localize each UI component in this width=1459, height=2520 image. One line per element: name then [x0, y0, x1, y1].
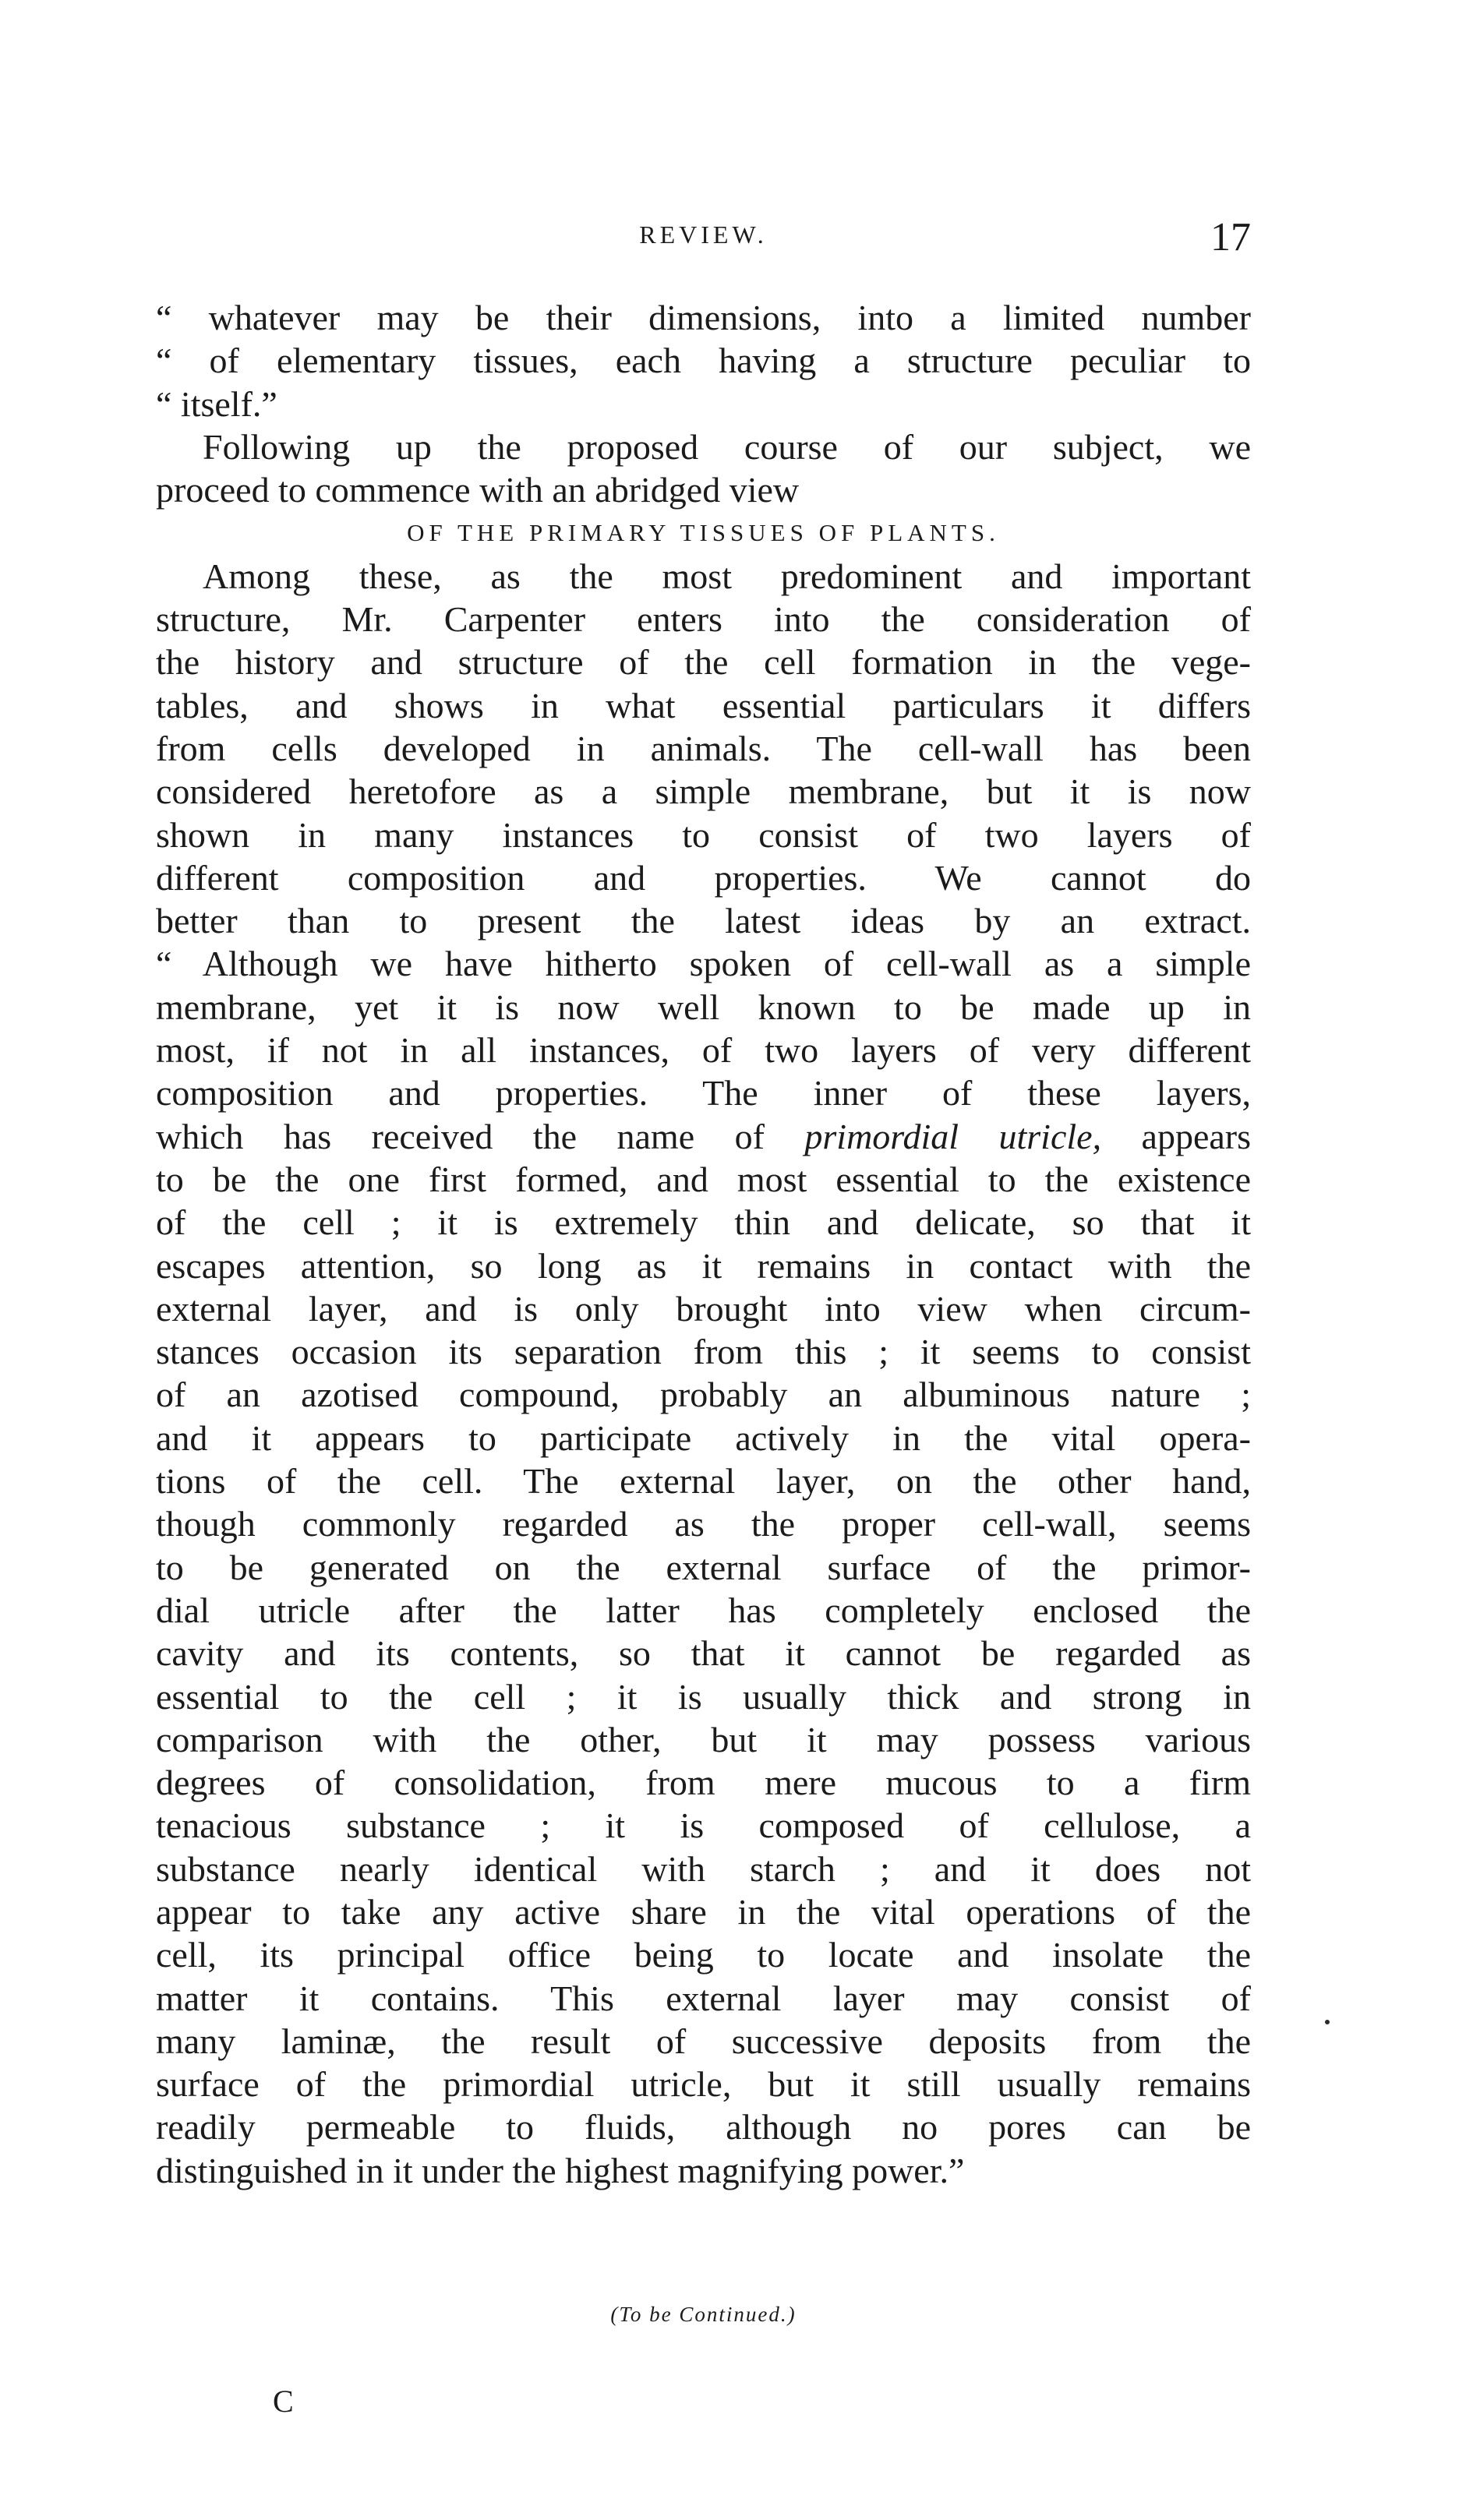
text-line-content: readily permeable to fluids, although no pores can be: [156, 2107, 1251, 2148]
text-line: [156, 1977, 1251, 2020]
text-line-content: structure, Mr. Carpenter enters into the consideration of: [156, 599, 1251, 640]
body-text: [156, 296, 1251, 2192]
text-line-content: Among these, as the most predominent and important: [203, 556, 1251, 596]
text-line: [156, 986, 1251, 1029]
text-line-content: proceed to commence with an abridged view: [156, 470, 800, 510]
text-line: [156, 1502, 1251, 1545]
text-line: [156, 641, 1251, 683]
text-line-content: external layer, and is only brought into view when circum-: [156, 1288, 1251, 1329]
text-line-content: which has received the name of: [156, 1116, 765, 1156]
text-line-content: shown in many instances to consist of two layers of: [156, 814, 1251, 855]
text-line-content: different composition and properties. We cannot do: [156, 857, 1251, 898]
text-line-content: membrane, yet it is now well known to be made up in: [156, 986, 1251, 1027]
text-line-content: of the cell ; it is extremely thin and delicate, so that it: [156, 1202, 1251, 1243]
text-line: [156, 1546, 1251, 1589]
page-number: 17: [1210, 215, 1251, 259]
text-line: [156, 1244, 1251, 1287]
text-line-content: OF THE PRIMARY TISSUES OF PLANTS.: [407, 519, 1000, 547]
text-line: [156, 339, 1251, 382]
text-line: [156, 1115, 1251, 1158]
section-heading: [156, 511, 1251, 554]
text-line-content: cavity and its contents, so that it cannot be regarded as: [156, 1633, 1251, 1674]
text-line-content: of an azotised compound, probably an albuminous nature ;: [156, 1375, 1251, 1415]
text-line: [156, 1761, 1251, 1804]
text-line-content: matter it contains. This external layer may consist of: [156, 1978, 1251, 2018]
text-line-content: considered heretofore as a simple membrane, but it is now: [156, 771, 1251, 812]
text-line-content: composition and properties. The inner of these layers,: [156, 1073, 1251, 1114]
text-line: [156, 684, 1251, 727]
text-line-content: substance nearly identical with starch ; and it does not: [156, 1848, 1251, 1889]
text-line: [156, 1029, 1251, 1071]
text-line: [156, 1890, 1251, 1933]
text-line: [156, 1158, 1251, 1201]
text-line-content: to be the one first formed, and most essential to the existence: [156, 1159, 1251, 1199]
text-line: [156, 1632, 1251, 1675]
text-line: [156, 1933, 1251, 1976]
ink-speck: [1325, 2020, 1330, 2024]
text-line-content: tenacious substance ; it is composed of cellulose, a: [156, 1805, 1251, 1846]
text-line-continuation: appears: [1101, 1116, 1252, 1156]
text-line-content: degrees of consolidation, from mere mucous to a firm: [156, 1763, 1251, 1803]
text-line: [156, 2149, 1251, 2192]
text-line-content: Following up the proposed course of our subject, we: [203, 426, 1251, 467]
italic-term: primordial utricle,: [804, 1116, 1102, 1156]
text-line-content: tions of the cell. The external layer, on the other hand,: [156, 1461, 1251, 1502]
text-line: [156, 899, 1251, 942]
text-line-content: better than to present the latest ideas by an extract.: [156, 901, 1251, 941]
text-line-content: escapes attention, so long as it remains in contact with the: [156, 1245, 1251, 1286]
text-line: [156, 2105, 1251, 2148]
running-title: REVIEW.: [639, 221, 768, 249]
text-line-content: many laminæ, the result of successive deposits from the: [156, 2021, 1251, 2061]
text-line: [156, 1071, 1251, 1114]
continued-note: (To be Continued.): [610, 2303, 797, 2326]
text-line: [156, 814, 1251, 856]
text-line-content: appear to take any active share in the vital operations of the: [156, 1891, 1251, 1932]
text-line: [156, 856, 1251, 899]
text-line: [156, 468, 1251, 511]
text-line: [156, 1373, 1251, 1416]
text-line: [156, 2020, 1251, 2063]
text-line-content: most, if not in all instances, of two layers of very different: [156, 1030, 1251, 1071]
text-line-content: surface of the primordial utricle, but it still usually remains: [156, 2064, 1251, 2105]
signature-mark: C: [273, 2384, 294, 2419]
text-line: [156, 1330, 1251, 1373]
text-line: [156, 770, 1251, 813]
text-line-content: “ whatever may be their dimensions, into a limited number: [156, 298, 1251, 337]
text-line-content: comparison with the other, but it may possess various: [156, 1719, 1251, 1759]
text-line: [156, 1417, 1251, 1459]
text-line: [156, 1848, 1251, 1890]
text-line-content: and it appears to participate actively in the vital opera-: [156, 1417, 1251, 1458]
text-line: [156, 1287, 1251, 1330]
text-line-content: “ Although we have hitherto spoken of cell-wall as a simple: [156, 944, 1251, 984]
text-line-content: “ itself.”: [156, 383, 277, 424]
text-line: [156, 598, 1251, 641]
text-line-content: stances occasion its separation from this ; it seems to consist: [156, 1332, 1251, 1372]
text-line-content: dial utricle after the latter has completely enclosed the: [156, 1590, 1251, 1630]
text-line: [156, 2063, 1251, 2105]
text-line-content: “ of elementary tissues, each having a structure peculiar to: [156, 341, 1251, 381]
text-line: [156, 425, 1251, 468]
text-line-content: from cells developed in animals. The cell-wall has been: [156, 728, 1251, 768]
text-line-content: though commonly regarded as the proper cell-wall, seems: [156, 1504, 1251, 1544]
text-line: [156, 942, 1251, 985]
text-line: [156, 555, 1251, 598]
text-line-content: distinguished in it under the highest magnifying power.”: [156, 2150, 965, 2190]
text-line-content: cell, its principal office being to locate and insolate the: [156, 1935, 1251, 1975]
text-line: [156, 1201, 1251, 1244]
text-line: [156, 727, 1251, 770]
text-line: [156, 1675, 1251, 1718]
text-line-content: essential to the cell ; it is usually thick and strong in: [156, 1676, 1251, 1717]
text-line: [156, 296, 1251, 339]
running-head: [156, 214, 1251, 261]
text-line: [156, 1718, 1251, 1761]
text-line: [156, 383, 1251, 425]
text-line-content: tables, and shows in what essential particulars it differs: [156, 685, 1251, 725]
text-line: [156, 1589, 1251, 1632]
text-line: [156, 1459, 1251, 1502]
text-line-content: to be generated on the external surface of the primor-: [156, 1547, 1251, 1587]
text-line: [156, 1804, 1251, 1847]
text-line-content: the history and structure of the cell formation in the vege-: [156, 642, 1251, 683]
